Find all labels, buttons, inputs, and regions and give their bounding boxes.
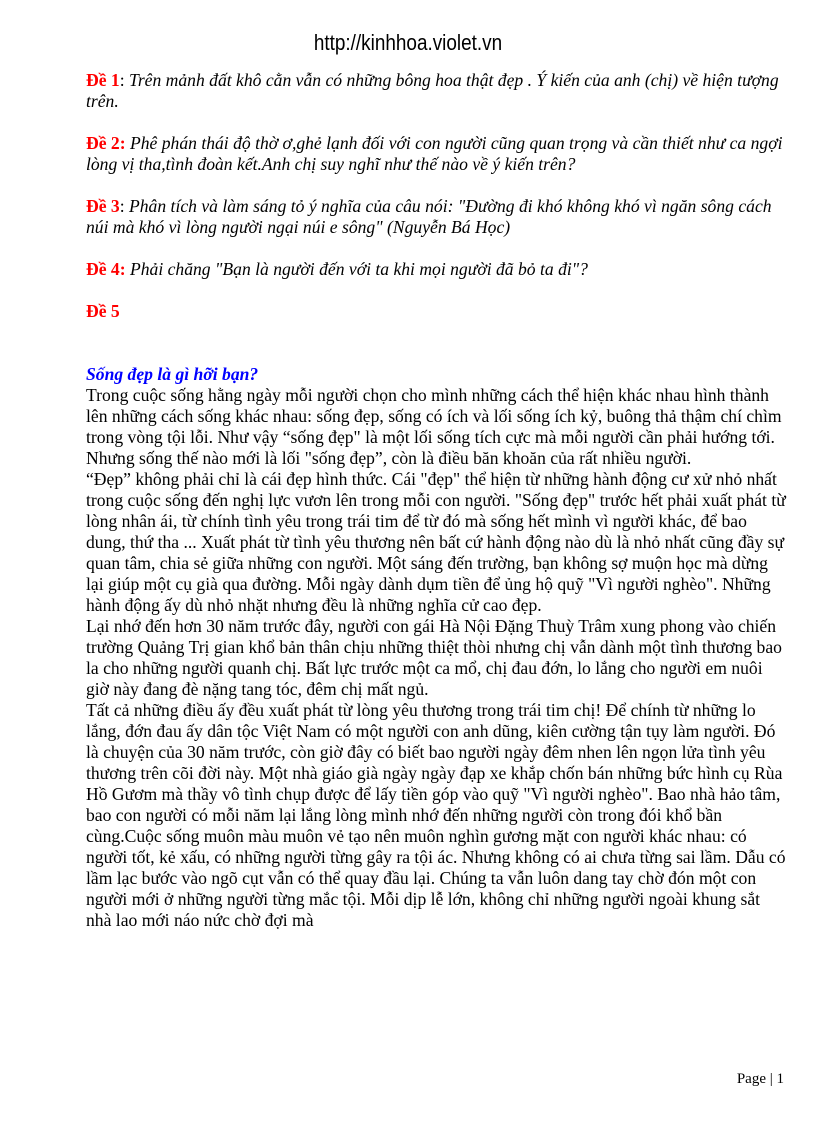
topic-1: [86, 70, 786, 112]
topic-text: Phân tích và làm sáng tỏ ý nghĩa của câu nói: "Đường đi khó không khó vì ngăn sông cách núi mà khó vì lòng người ngại núi e sông" (Nguyễn Bá Học): [86, 196, 772, 237]
topic-2: [86, 133, 786, 175]
document-body: [86, 70, 786, 931]
topic-label: Đề 2:: [86, 133, 126, 153]
topic-separator: :: [119, 70, 130, 90]
essay-paragraph: Tất cả những điều ấy đều xuất phát từ lòng yêu thương trong trái tim chị! Để chính từ những lo lắng, đớn đau ấy dân tộc Việt Nam có một người con anh dũng, kiên cường tận tụy làm người. Đó là chuyện của 30 năm trước, còn giờ đây có biết bao người ngày đêm nhen lên ngọn lửa tình yêu thương trên cõi đời này. Một nhà giáo già ngày ngày đạp xe khắp chốn bán những bức hình cụ Rùa Hồ Gươm mà thầy vô tình chụp được để lấy tiền góp vào quỹ "Vì người nghèo". Bao nhà hảo tâm, bao con người có mỗi năm lại lắng lòng mình nhớ đến những người còn trong đói khổ bần cùng.Cuộc sống muôn màu muôn vẻ tạo nên muôn nghìn gương mặt con người khác nhau: có người tốt, kẻ xấu, có những người từng gây ra tội ác. Nhưng không có ai chưa từng sai lầm. Dẫu có lầm lạc bước vào ngõ cụt vẫn có thể quay đầu lại. Chúng ta vẫn luôn dang tay chờ đón một con người mới ở những người từng mắc tội. Mỗi dịp lễ lớn, không chỉ những người ngoài khung sắt nhà lao mới náo nức chờ đợi mà: [86, 700, 786, 930]
topic-label: Đề 3: [86, 196, 120, 216]
page-number: Page | 1: [736, 1071, 784, 1087]
topic-3: [86, 196, 786, 238]
topic-text: Trên mảnh đất khô cằn vẫn có những bông hoa thật đẹp . Ý kiến của anh (chị) về hiện tượng trên.: [86, 70, 779, 111]
essay-paragraph: Trong cuộc sống hằng ngày mỗi người chọn cho mình những cách thể hiện khác nhau hình thành lên những cách sống khác nhau: sống đẹp, sống có ích và lối sống ích kỷ, buông thả thậm chí chìm trong vòng tội lỗi. Như vậy “sống đẹp" là một lối sống tích cực mà mỗi người cần phải hướng tới. Nhưng sống thế nào mới là lối "sống đẹp”, còn là điều băn khoăn của rất nhiều người.: [86, 385, 782, 468]
header-url: http://kinhhoa.violet.vn: [313, 30, 503, 55]
topic-4: [86, 259, 786, 280]
essay-title: Sống đẹp là gì hỡi bạn?: [86, 364, 259, 384]
topic-label: Đề 4:: [86, 259, 126, 279]
topic-label: Đề 5: [86, 301, 120, 321]
essay-paragraph: Lại nhớ đến hơn 30 năm trước đây, người con gái Hà Nội Đặng Thuỳ Trâm xung phong vào chiến trường Quảng Trị gian khổ bản thân chịu những thiệt thòi nhưng chị vẫn dành một tình thương bao la cho những người quanh chị. Bất lực trước một ca mổ, chị đau đớn, lo lắng cho người em nuôi giờ này đang đè nặng tang tóc, đêm chị mất ngủ.: [86, 616, 782, 699]
topic-label: Đề 1: [86, 70, 120, 90]
topic-5: [86, 301, 786, 322]
topic-text: Phê phán thái độ thờ ơ,ghẻ lạnh đối với con người cũng quan trọng và cần thiết như ca ngợi lòng vị tha,tình đoàn kết.Anh chị suy nghĩ như thế nào về ý kiến trên?: [86, 133, 783, 174]
topic-text: Phải chăng "Bạn là người đến với ta khi mọi người đã bỏ ta đi"?: [129, 259, 588, 279]
topic-separator: :: [119, 196, 130, 216]
essay-paragraph: “Đẹp” không phải chỉ là cái đẹp hình thức. Cái "đẹp" thể hiện từ những hành động cư xử nhỏ nhất trong cuộc sống đến nghị lực vươn lên trong mỗi con người. "Sống đẹp" trước hết phải xuất phát từ lòng nhân ái, từ chính tình yêu trong trái tim để từ đó mà sống hết mình vì người khác, để bao dung, thứ tha ... Xuất phát từ tình yêu thương nên bất cứ hành động nào dù là nhỏ nhất cũng đầy sự quan tâm, chia sẻ giữa những con người. Một sáng đến trường, bạn không sợ muộn học mà dừng lại giúp một cụ già qua đường. Mỗi ngày dành dụm tiền để ủng hộ quỹ "Vì người nghèo". Những hành động ấy dù nhỏ nhặt nhưng đều là những nghĩa cử cao đẹp.: [86, 469, 786, 615]
